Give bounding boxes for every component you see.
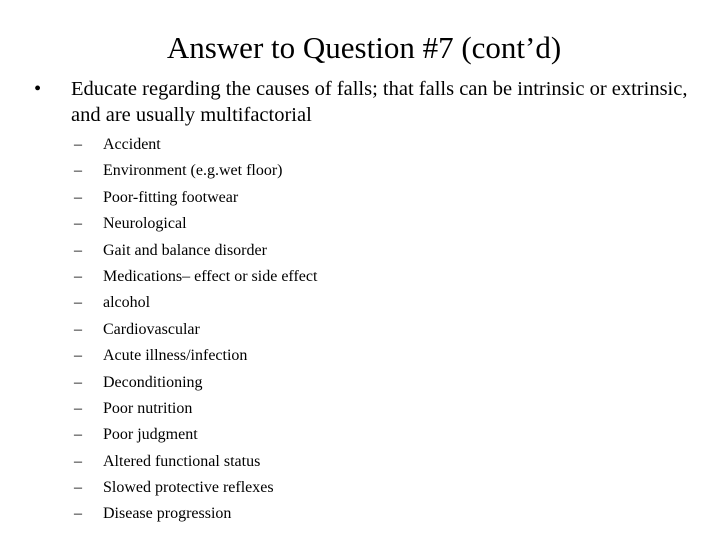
dash-marker: – [74, 267, 82, 285]
cause-list [74, 135, 574, 531]
dash-marker: – [74, 426, 82, 444]
dash-marker: – [74, 452, 82, 470]
dash-marker: – [74, 479, 82, 497]
list-item-text: Disease progression [103, 505, 232, 523]
dash-marker: – [74, 373, 82, 391]
list-item [74, 293, 574, 319]
list-item-text: Gait and balance disorder [103, 241, 267, 259]
list-item [74, 452, 574, 478]
dash-marker: – [74, 347, 82, 365]
dash-marker: – [74, 294, 82, 312]
list-item [74, 346, 574, 372]
list-item-text: Poor judgment [103, 426, 198, 444]
list-item-text: Medications– effect or side effect [103, 267, 318, 285]
dash-marker: – [74, 162, 82, 180]
list-item-text: Poor-fitting footwear [103, 188, 239, 206]
list-item [74, 267, 574, 293]
list-item [74, 504, 574, 530]
list-item-text: alcohol [103, 294, 151, 312]
list-item-text: Cardiovascular [103, 320, 200, 338]
list-item [74, 135, 574, 161]
list-item-text: Environment (e.g.wet floor) [103, 162, 283, 180]
list-item [74, 478, 574, 504]
list-item [74, 425, 574, 451]
dash-marker: – [74, 399, 82, 417]
list-item [74, 241, 574, 267]
bullet-text: Educate regarding the causes of falls; that falls can be intrinsic or extrinsic, and are usually multifactorial [71, 78, 688, 126]
list-item-text: Acute illness/infection [103, 347, 248, 365]
slide-title: Answer to Question #7 (cont’d) [166, 30, 562, 65]
list-item [74, 161, 574, 187]
list-item [74, 399, 574, 425]
list-item [74, 188, 574, 214]
dash-marker: – [74, 136, 82, 153]
list-item-text: Accident [103, 136, 161, 153]
list-item [74, 320, 574, 346]
bullet-marker: • [34, 78, 42, 100]
dash-marker: – [74, 241, 82, 259]
dash-marker: – [74, 320, 82, 338]
list-item-text: Poor nutrition [103, 399, 193, 417]
list-item [74, 373, 574, 399]
dash-marker: – [74, 505, 82, 523]
list-item-text: Deconditioning [103, 373, 203, 391]
dash-marker: – [74, 215, 82, 233]
list-item [74, 214, 574, 240]
list-item-text: Neurological [103, 215, 187, 233]
list-item-text: Slowed protective reflexes [103, 479, 274, 497]
dash-marker: – [74, 188, 82, 206]
list-item-text: Altered functional status [103, 452, 261, 470]
